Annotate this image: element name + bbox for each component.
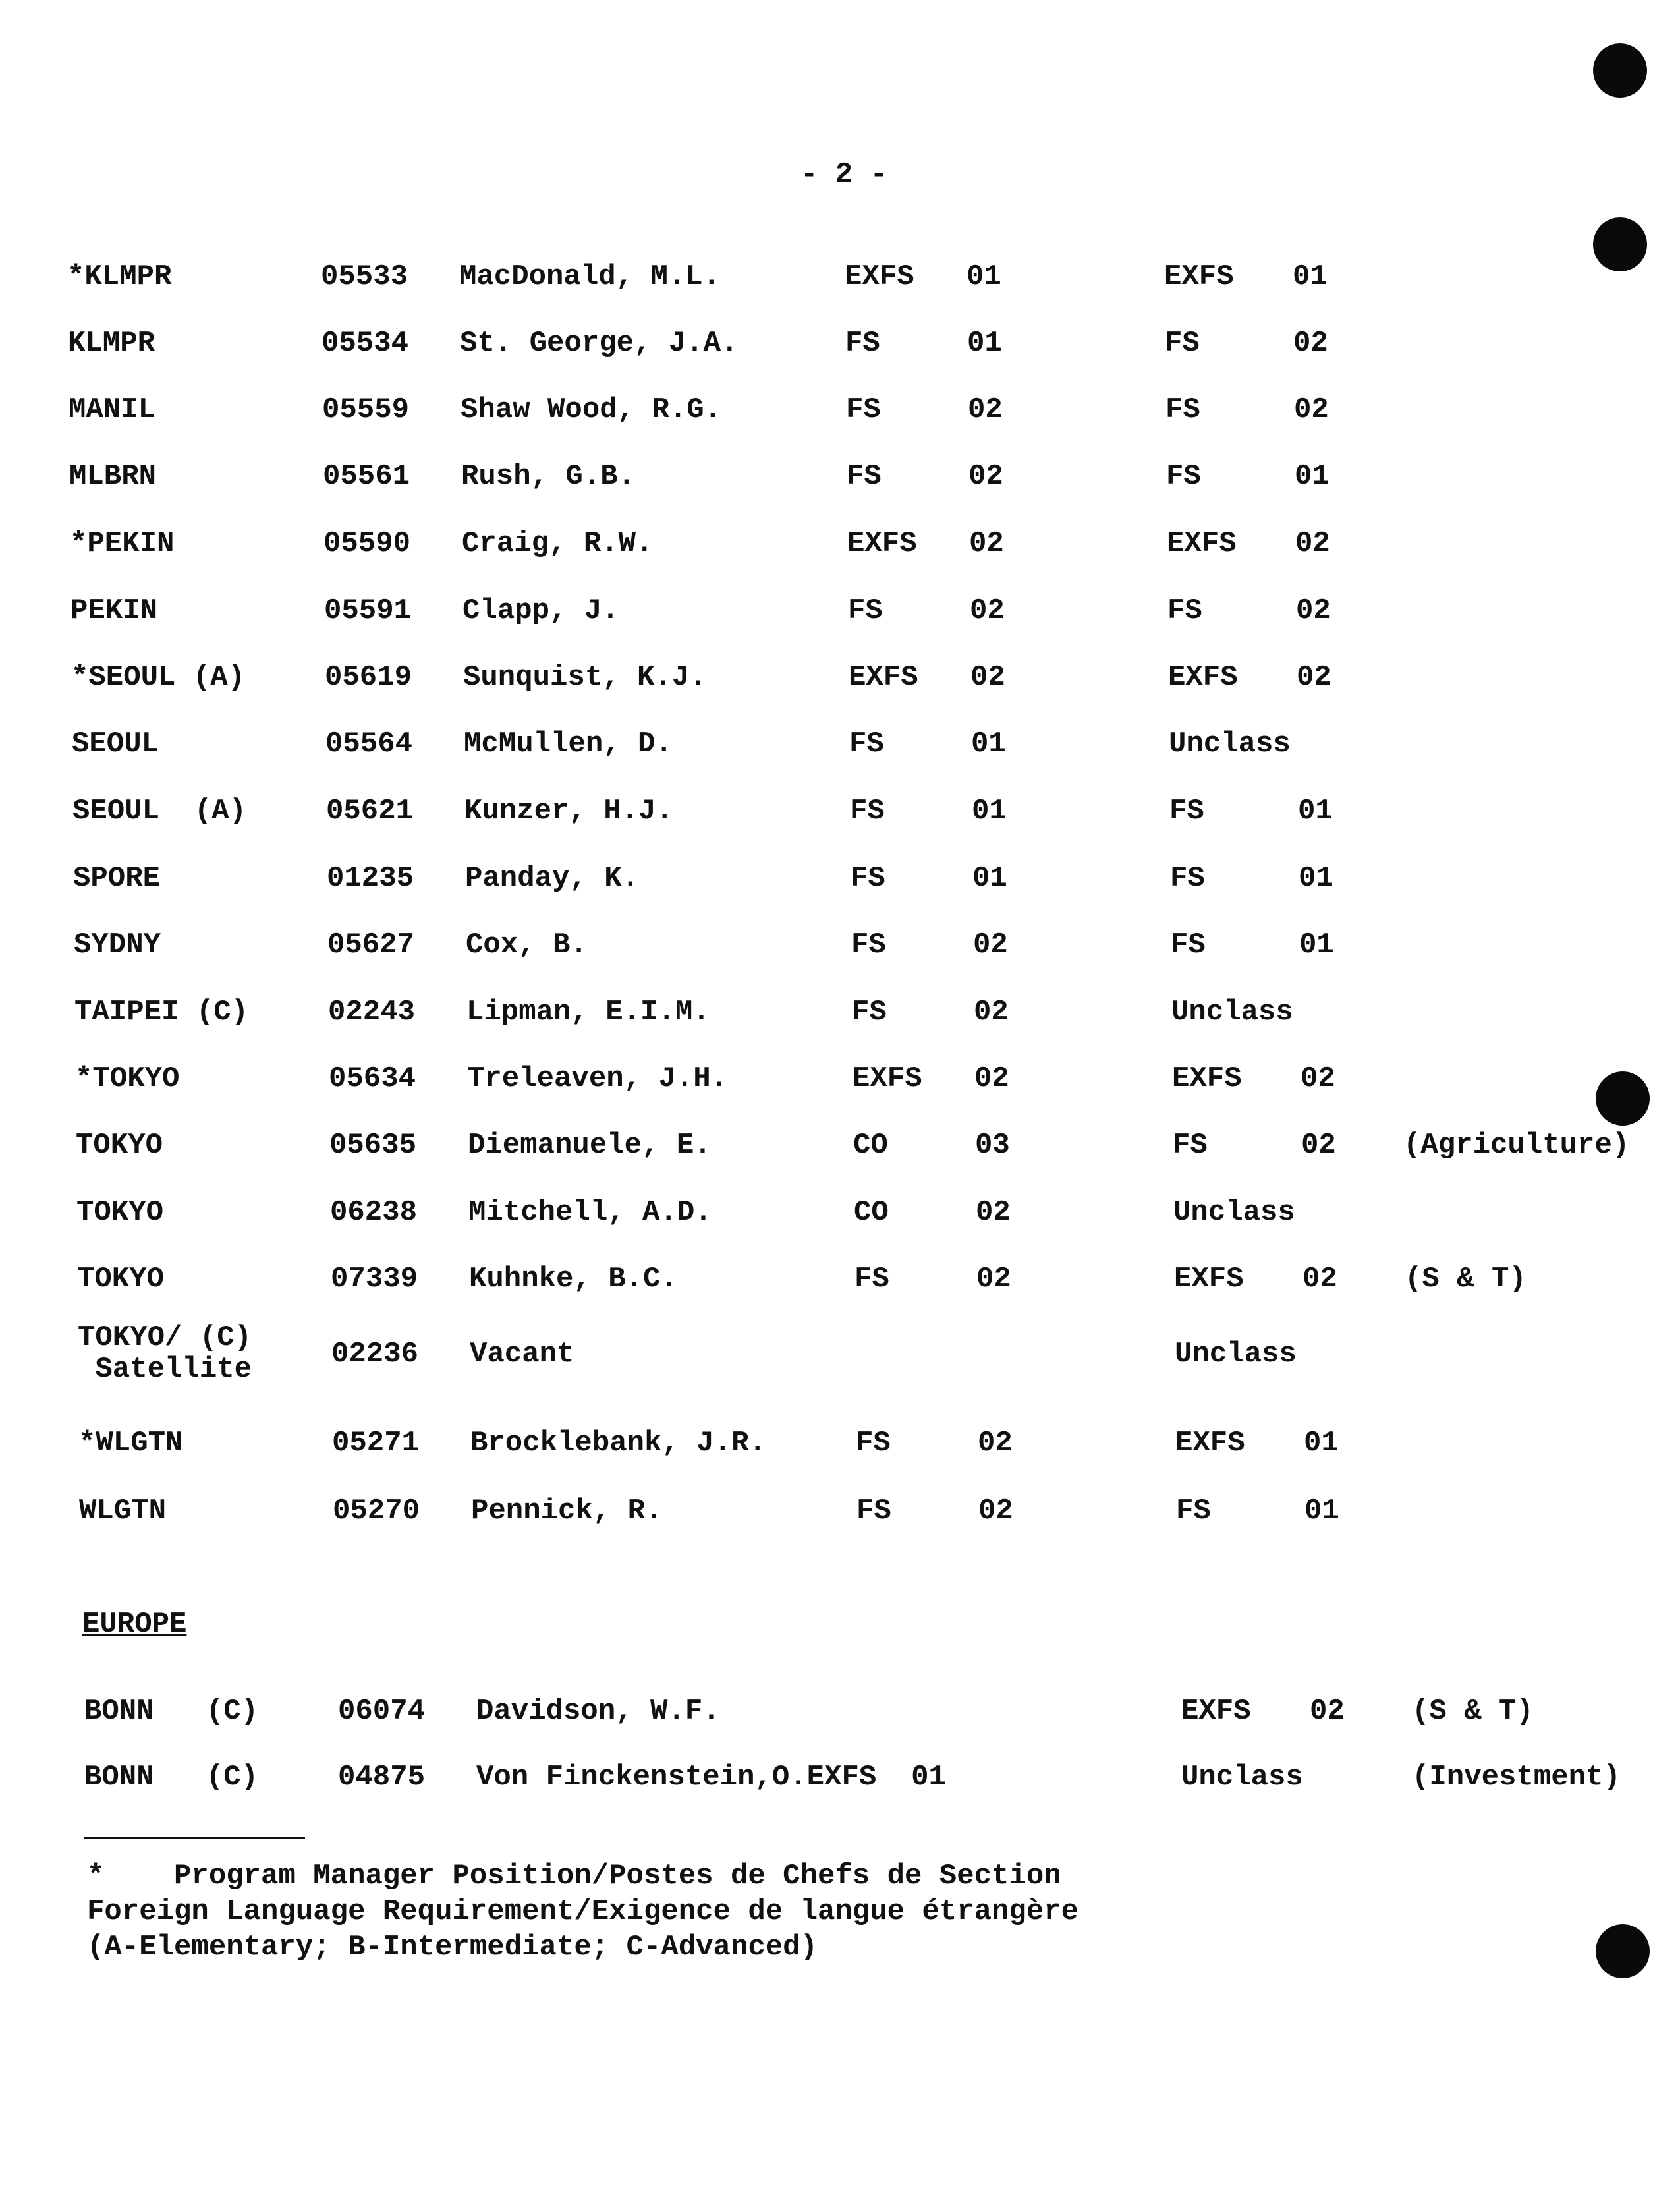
row-classification: FS [856,1427,891,1460]
row-post: TOKYO [76,1129,163,1162]
row-new-level: 02 [1301,1129,1336,1162]
row-level: 02 [974,1062,1009,1095]
row-new-level: 01 [1298,795,1333,828]
row-new-classification: EXFS [1172,1062,1242,1095]
row-new-classification: Unclass [1169,728,1291,760]
row-post: SPORE [73,862,161,895]
row-position-number: 07339 [331,1263,418,1296]
row-employee-name: Mitchell, A.D. [468,1196,712,1229]
row-new-level: 01 [1304,1427,1339,1460]
row-post: TOKYO/ (C) Satellite [78,1321,252,1386]
row-position-number: 05591 [324,594,412,627]
row-post: MLBRN [69,460,157,493]
row-post: TOKYO [77,1263,165,1296]
row-classification: EXFS [853,1062,922,1095]
row-classification: CO [853,1129,888,1162]
row-employee-name: Sunquist, K.J. [463,661,707,694]
row-position-number: 05534 [322,327,409,360]
row-new-level: 02 [1293,327,1328,360]
punch-hole-2 [1593,217,1647,271]
row-post: SEOUL [72,728,159,760]
row-new-classification: FS [1173,1129,1208,1162]
row-classification: CO [854,1196,889,1229]
row-new-classification: FS [1167,594,1202,627]
row-new-classification: FS [1169,795,1204,828]
row-new-classification: FS [1170,862,1205,895]
punch-hole-1 [1593,43,1647,98]
row-new-classification: Unclass [1175,1338,1297,1371]
row-employee-name: Von Finckenstein,O.EXFS 01 [476,1761,946,1794]
row-employee-name: Kuhnke, B.C. [469,1263,678,1296]
row-level: 02 [973,928,1008,961]
row-level: 01 [972,862,1007,895]
row-position-number: 05270 [333,1495,420,1527]
row-new-classification: EXFS [1181,1695,1251,1728]
row-employee-name: Clapp, J. [462,594,619,627]
footnote-rule [84,1837,305,1839]
row-classification: EXFS [849,661,918,694]
row-position-number: 06074 [338,1695,426,1728]
punch-hole-3 [1596,1071,1650,1126]
row-post: *KLMPR [67,260,172,293]
row-post: *WLGTN [78,1427,183,1460]
row-new-level: 02 [1301,1062,1335,1095]
row-new-level: 01 [1299,862,1333,895]
row-new-classification: Unclass [1173,1196,1295,1229]
row-position-number: 01235 [327,862,414,895]
row-level: 02 [978,1495,1013,1527]
row-position-number: 05559 [322,393,410,426]
row-post: SEOUL (A) [72,795,247,828]
row-note: (Investment) [1412,1761,1621,1794]
row-level: 02 [970,661,1005,694]
row-level: 01 [966,260,1001,293]
row-level: 02 [969,527,1004,560]
row-new-classification: FS [1165,327,1200,360]
row-post: TAIPEI (C) [74,996,249,1029]
row-note: (S & T) [1412,1695,1534,1728]
row-new-classification: EXFS [1175,1427,1245,1460]
row-post: *SEOUL (A) [71,661,246,694]
row-position-number: 05590 [323,527,411,560]
section-heading-europe: EUROPE [82,1608,187,1641]
row-classification: FS [846,393,881,426]
row-employee-name: Vacant [470,1338,574,1371]
row-classification: FS [847,460,882,493]
row-classification: FS [856,1495,891,1527]
row-level: 02 [976,1263,1011,1296]
row-level: 03 [975,1129,1010,1162]
row-position-number: 05635 [329,1129,417,1162]
row-new-level: 02 [1295,527,1330,560]
row-employee-name: Panday, K. [465,862,640,895]
row-post: *PEKIN [70,527,175,560]
footnote-language-levels: (A-Elementary; B-Intermediate; C-Advanced) [87,1931,818,1964]
page-number: - 2 - [800,158,888,191]
row-new-level: 01 [1299,928,1334,961]
footnote-language-requirement: Foreign Language Requirement/Exigence de langue étrangère [87,1895,1079,1928]
row-employee-name: Diemanuele, E. [468,1129,712,1162]
row-new-level: 01 [1304,1495,1339,1527]
row-position-number: 05619 [325,661,412,694]
row-employee-name: Lipman, E.I.M. [466,996,710,1029]
row-new-classification: FS [1165,393,1200,426]
row-classification: FS [850,795,885,828]
row-position-number: 05621 [326,795,414,828]
row-employee-name: Craig, R.W. [462,527,654,560]
row-post: WLGTN [79,1495,167,1527]
row-level: 02 [968,393,1003,426]
row-new-classification: EXFS [1164,260,1234,293]
row-post: PEKIN [70,594,158,627]
row-level: 02 [974,996,1009,1029]
row-new-classification: EXFS [1168,661,1238,694]
row-classification: EXFS [845,260,914,293]
row-position-number: 05564 [325,728,413,760]
row-position-number: 05533 [321,260,408,293]
row-new-classification: EXFS [1174,1263,1244,1296]
row-post: SYDNY [74,928,161,961]
row-level: 02 [970,594,1005,627]
row-employee-name: Shaw Wood, R.G. [461,393,722,426]
row-position-number: 05271 [332,1427,420,1460]
row-level: 01 [972,795,1007,828]
footnote-program-manager: * Program Manager Position/Postes de Chefs de Section [87,1860,1061,1893]
row-note: (S & T) [1405,1263,1526,1296]
row-post: BONN (C) [84,1695,259,1728]
row-employee-name: Davidson, W.F. [476,1695,720,1728]
row-position-number: 04875 [338,1761,426,1794]
row-employee-name: St. George, J.A. [460,327,739,360]
row-employee-name: MacDonald, M.L. [459,260,721,293]
row-post: BONN (C) [84,1761,259,1794]
row-level: 01 [967,327,1002,360]
row-note: (Agriculture) [1403,1129,1630,1162]
row-post: KLMPR [68,327,155,360]
row-new-classification: Unclass [1171,996,1293,1029]
row-classification: FS [852,996,887,1029]
row-post: *TOKYO [75,1062,180,1095]
row-level: 01 [971,728,1006,760]
row-employee-name: Pennick, R. [471,1495,663,1527]
row-classification: FS [851,928,886,961]
row-employee-name: McMullen, D. [464,728,673,760]
row-new-level: 01 [1295,460,1330,493]
row-classification: FS [845,327,880,360]
row-classification: FS [848,594,883,627]
row-position-number: 05561 [323,460,410,493]
row-post: MANIL [69,393,156,426]
row-level: 02 [968,460,1003,493]
row-position-number: 06238 [330,1196,418,1229]
row-classification: EXFS [847,527,917,560]
row-position-number: 05627 [327,928,415,961]
row-classification: FS [849,728,884,760]
row-new-level: 02 [1310,1695,1345,1728]
row-position-number: 05634 [329,1062,416,1095]
row-new-level: 02 [1296,594,1331,627]
row-new-classification: EXFS [1167,527,1237,560]
row-new-classification: Unclass [1181,1761,1303,1794]
row-new-level: 02 [1294,393,1329,426]
row-level: 02 [978,1427,1013,1460]
row-new-classification: FS [1166,460,1201,493]
row-new-classification: FS [1176,1495,1211,1527]
row-employee-name: Treleaven, J.H. [467,1062,729,1095]
row-new-level: 01 [1293,260,1328,293]
row-employee-name: Rush, G.B. [461,460,636,493]
row-new-level: 02 [1302,1263,1337,1296]
row-new-level: 02 [1297,661,1331,694]
row-classification: FS [854,1263,889,1296]
row-classification: FS [851,862,885,895]
row-position-number: 02236 [331,1338,419,1371]
row-employee-name: Brocklebank, J.R. [470,1427,766,1460]
punch-hole-4 [1596,1924,1650,1978]
row-employee-name: Cox, B. [466,928,588,961]
row-position-number: 02243 [328,996,416,1029]
row-employee-name: Kunzer, H.J. [464,795,673,828]
row-post: TOKYO [76,1196,164,1229]
row-new-classification: FS [1171,928,1206,961]
row-level: 02 [976,1196,1011,1229]
